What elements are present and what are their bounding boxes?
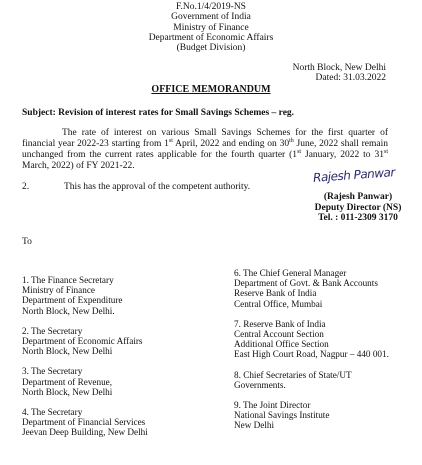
recipient-address-line: North Block, New Delhi bbox=[22, 346, 113, 357]
recipient-entry bbox=[22, 407, 148, 438]
recipients-right-column bbox=[234, 268, 389, 431]
recipient-address-line: Central Office, Mumbai bbox=[234, 298, 323, 309]
signatory-telephone: Tel. : 011-2309 3170 bbox=[318, 213, 398, 224]
recipient-address-line: Department of Expenditure bbox=[22, 295, 123, 306]
paragraph-1-text-d: January, 2022 to 31 bbox=[301, 150, 384, 160]
recipient-address-line: Department of Economic Affairs bbox=[22, 336, 143, 347]
recipient-address-line: Governments. bbox=[234, 379, 286, 390]
ordinal-suffix: st bbox=[383, 148, 388, 155]
recipient-address-line: Department of Revenue, bbox=[22, 376, 113, 387]
signatory-designation: Deputy Director (NS) bbox=[314, 202, 402, 213]
date: Dated: 31.03.2022 bbox=[315, 73, 386, 84]
recipient-title: 6. The Chief General Manager bbox=[234, 268, 347, 278]
ordinal-suffix: st bbox=[168, 137, 173, 144]
recipient-address-line: Additional Office Section bbox=[234, 339, 329, 350]
ministry-name: Ministry of Finance bbox=[173, 22, 249, 33]
place-date-block bbox=[293, 63, 386, 84]
signature-block bbox=[308, 192, 408, 224]
ordinal-suffix: th bbox=[289, 137, 294, 144]
recipient-title: 8. Chief Secretaries of State/UT bbox=[234, 369, 352, 380]
recipient-entry bbox=[234, 400, 389, 431]
recipient-address-line: National Savings Institute bbox=[234, 410, 330, 421]
to-label: To bbox=[22, 237, 32, 247]
recipient-title: 1. The Finance Secretary bbox=[22, 275, 114, 285]
paragraph-2 bbox=[22, 182, 250, 192]
recipient-address-line: Jeevan Deep Building, New Delhi bbox=[22, 427, 148, 438]
handwritten-signature: Rajesh Panwar bbox=[312, 165, 396, 185]
ordinal-suffix: st bbox=[297, 148, 302, 155]
recipient-title: 4. The Secretary bbox=[22, 407, 83, 418]
paragraph-2-text: This has the approval of the competent authority. bbox=[64, 182, 251, 192]
recipient-entry bbox=[234, 268, 389, 309]
paragraph-1-text-e: March, 2022) of FY 2021-22. bbox=[22, 161, 135, 171]
recipient-address-line: North Block, New Delhi bbox=[22, 386, 113, 397]
memo-header bbox=[0, 2, 422, 53]
recipient-address-line: Central Account Section bbox=[234, 329, 324, 340]
recipient-entry bbox=[22, 275, 148, 316]
recipient-address-line: Department of Govt. & Bank Accounts bbox=[234, 278, 378, 289]
signatory-name: (Rajesh Panwar) bbox=[323, 192, 393, 202]
place: North Block, New Delhi bbox=[292, 63, 386, 73]
memo-title: OFFICE MEMORANDUM bbox=[151, 84, 271, 95]
recipient-entry bbox=[234, 370, 389, 390]
paragraph-1-text-a: The rate of interest on various Small Savings Schemes for the first quarter of financial year 2022-23 starting from 1 bbox=[22, 128, 388, 149]
recipient-entry bbox=[234, 319, 389, 360]
recipient-title: 2. The Secretary bbox=[22, 325, 83, 336]
department-name: Department of Economic Affairs bbox=[148, 32, 274, 43]
recipient-address-line: New Delhi bbox=[234, 420, 275, 431]
recipient-title: 3. The Secretary bbox=[22, 366, 83, 377]
memo-subject: Subject: Revision of interest rates for Small Savings Schemes – reg. bbox=[22, 108, 295, 118]
government-name: Government of India bbox=[171, 12, 251, 23]
recipient-title: 7. Reserve Bank of India bbox=[234, 318, 326, 329]
division-name: (Budget Division) bbox=[176, 43, 246, 54]
recipient-title: 9. The Joint Director bbox=[234, 400, 311, 411]
file-number: F.No.1/4/2019-NS bbox=[176, 2, 246, 12]
paragraph-number: 2. bbox=[22, 182, 30, 192]
recipient-address-line: Ministry of Finance bbox=[22, 285, 95, 296]
recipient-address-line: North Block, New Delhi. bbox=[22, 305, 115, 316]
recipient-entry bbox=[22, 366, 148, 397]
paragraph-1-text-b: April, 2022 and ending on 30 bbox=[172, 139, 290, 149]
recipient-address-line: Reserve Bank of India bbox=[234, 288, 317, 299]
recipient-entry bbox=[22, 326, 148, 357]
recipient-address-line: East High Court Road, Nagpur – 440 001. bbox=[234, 349, 389, 360]
paragraph-1-text-c: June, 2022 shall remain unchanged from the current rates applicable for the fourth quarter (1 bbox=[22, 139, 388, 160]
recipient-address-line: Department of Financial Services bbox=[22, 417, 146, 428]
paragraph-1 bbox=[22, 128, 388, 172]
recipients-left-column bbox=[22, 275, 148, 438]
